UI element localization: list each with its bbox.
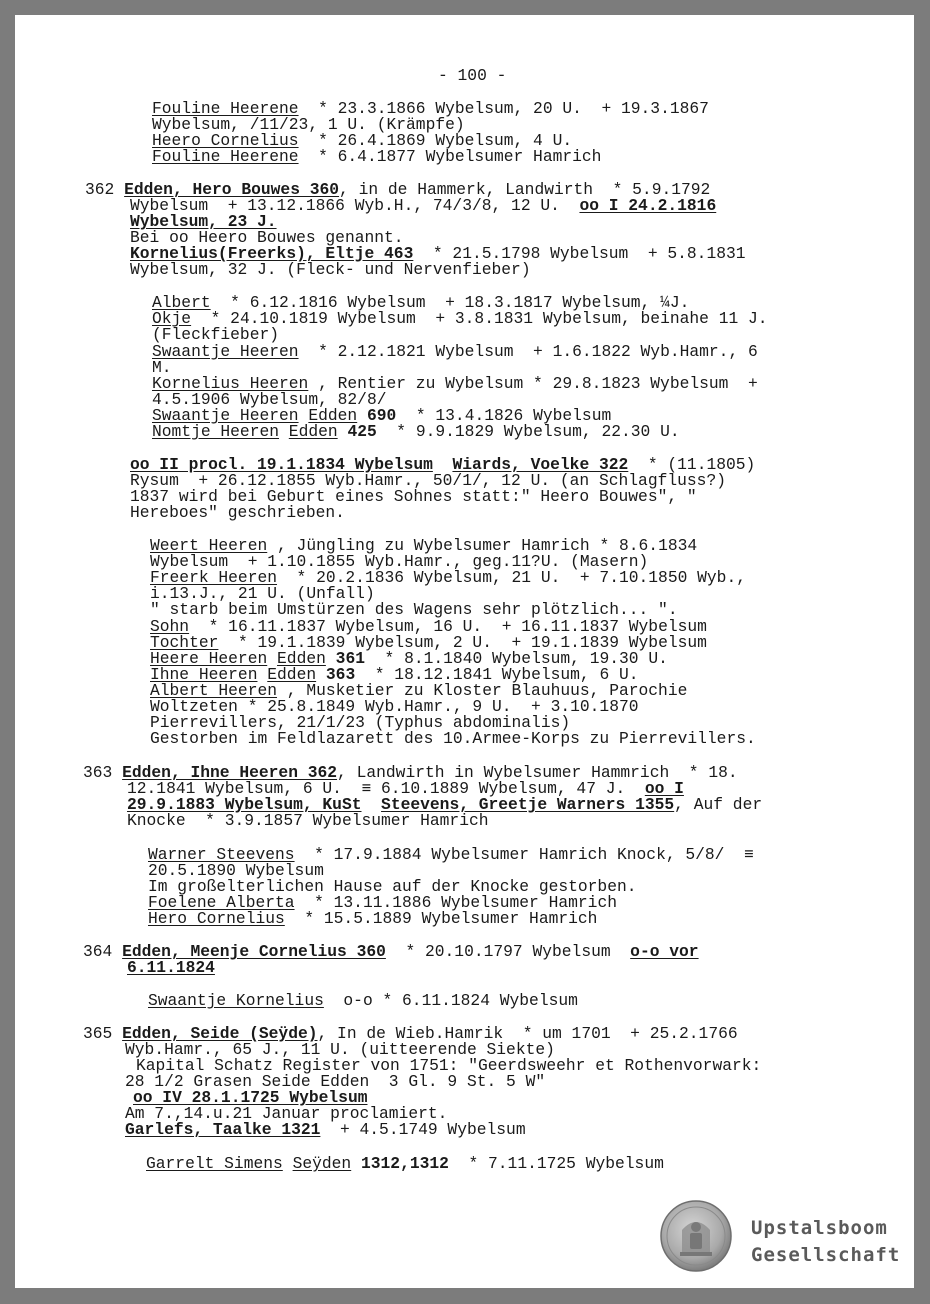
text-segment: Freerk Heeren [150,568,278,587]
text-segment: " starb beim Umstürzen des Wagens sehr plötzlich... ". [150,600,678,619]
text-segment: Edden [288,422,338,441]
text-segment: M. [152,358,172,377]
text-segment: Okje [152,309,192,328]
text-segment: Edden, Seide (Seÿde) [122,1024,318,1043]
text-segment [279,422,289,441]
text-segment: , Landwirth in Wybelsumer Hammrich * 18. [337,763,738,782]
text-line [125,1122,526,1138]
text-segment: Edden, Ihne Heeren 362 [122,763,338,782]
text-segment: 1312,1312 [360,1154,449,1173]
text-segment: * 26.4.1869 Wybelsum, 4 U. [298,131,573,150]
text-segment [283,1154,293,1173]
text-segment: * 24.10.1819 Wybelsum + 3.8.1831 Wybelsum, beinahe 11 J. [191,309,768,328]
text-segment: 425 [347,422,377,441]
text-segment: 690 [366,406,397,425]
text-segment: Foelene Alberta [148,893,295,912]
text-segment: Edden [267,665,317,684]
text-segment: * 17.9.1884 Wybelsumer Hamrich Knock, 5/8/ ≡ [294,845,754,864]
text-segment: Wybelsum, 32 J. (Fleck- und Nervenfieber) [130,260,531,279]
text-segment: Wyb.Hamr., 65 J., 11 U. (uitteerende Siekte) [125,1040,555,1059]
document-page [15,15,914,1288]
text-segment: , Rentier zu Wybelsum * 29.8.1823 Wybelsum + [308,374,758,393]
upstalsboom-seal-logo [660,1200,732,1272]
text-segment: Kapital Schatz Register von 1751: "Geerdsweehr et Rothenvorwark: [136,1056,762,1075]
text-segment: * 18.12.1841 Wybelsum, 6 U. [355,665,639,684]
text-segment: Im großelterlichen Hause auf der Knocke gestorben. [148,877,637,896]
text-segment: Weert Heeren [150,536,268,555]
text-segment: Hero Cornelius [148,909,285,928]
text-segment: Wybelsum + 1.10.1855 Wyb.Hamr., geg.11?U. (Masern) [150,552,649,571]
text-segment: Warner Steevens [148,845,295,864]
text-line [150,602,678,618]
text-segment: Kornelius Heeren [152,374,309,393]
text-segment: 363 [325,665,356,684]
text-segment: Knocke * 3.9.1857 Wybelsumer Hamrich [127,811,489,830]
text-segment: Albert Heeren [150,681,278,700]
text-segment: * 19.1.1839 Wybelsum, 2 U. + 19.1.1839 Wybelsum [218,633,707,652]
text-segment: * 13.4.1826 Wybelsum [396,406,612,425]
text-segment: * 7.11.1725 Wybelsum [448,1154,664,1173]
text-segment: Sohn [150,617,190,636]
text-segment: 1837 wird bei Geburt eines Sohnes statt:" Heero Bouwes", " [130,487,697,506]
text-segment: Garlefs, Taalke 1321 [125,1120,321,1139]
text-line [127,813,489,829]
text-segment: Rysum + 26.12.1855 Wyb.Hamr., 50/1/, 12 U. (an Schlagfluss?) [130,471,726,490]
text-segment: Heero Cornelius [152,131,299,150]
text-segment: oo IV 28.1.1725 Wybelsum [133,1088,368,1107]
text-segment: 6.11.1824 [127,958,215,977]
text-segment: 364 [83,942,123,961]
text-segment: Steevens, Greetje Warners 1355 [381,795,675,814]
text-segment: Edden, Meenje Cornelius 360 [122,942,386,961]
text-segment: Wybelsum + 13.12.1866 Wyb.H., 74/3/8, 12 U. [130,196,580,215]
text-segment: * 16.11.1837 Wybelsum, 16 U. + 16.11.1837 Wybelsum [189,617,707,636]
text-line [150,731,756,747]
text-segment: , in de Hammerk, Landwirth * 5.9.1792 [339,180,711,199]
text-segment: Woltzeten * 25.8.1849 Wyb.Hamr., 9 U. + 3.10.1870 [150,697,639,716]
text-segment: Hereboes" geschrieben. [130,503,345,522]
text-line [152,344,758,360]
text-segment: 28 1/2 Grasen Seide Edden 3 Gl. 9 St. 5 W" [125,1072,546,1091]
text-segment: Tochter [150,633,219,652]
text-segment [351,1154,361,1173]
text-segment: i.13.J., 21 U. (Unfall) [150,584,375,603]
text-segment: , In de Wieb.Hamrik * um 1701 + 25.2.1766 [317,1024,738,1043]
text-segment: Heere Heeren [150,649,268,668]
text-segment: * 2.12.1821 Wybelsum + 1.6.1822 Wyb.Hamr., 6 [298,342,758,361]
text-segment: Bei oo Heero Bouwes genannt. [130,228,404,247]
text-segment: Gestorben im Feldlazarett des 10.Armee-Korps zu Pierrevillers. [150,729,756,748]
text-segment: * 20.10.1797 Wybelsum [385,942,631,961]
text-line [130,505,345,521]
text-segment: Am 7.,14.u.21 Januar proclamiert. [125,1104,448,1123]
text-line [152,327,279,343]
text-segment: 363 [83,763,123,782]
page-number: - 100 - [438,66,507,85]
text-line [130,262,531,278]
text-segment: * (11.1805) [628,455,756,474]
text-segment: oo I [644,779,684,798]
text-segment: Garrelt Simens [146,1154,283,1173]
text-segment: Ihne Heeren [150,665,258,684]
text-segment: 12.1841 Wybelsum, 6 U. ≡ 6.10.1889 Wybelsum, 47 J. [127,779,645,798]
text-segment: + 4.5.1749 Wybelsum [320,1120,526,1139]
text-segment: Swaantje Heeren [152,342,299,361]
text-segment: Edden, Hero Bouwes 360 [124,180,340,199]
text-segment: oo II procl. 19.1.1834 Wybelsum [130,455,433,474]
text-segment: (Fleckfieber) [152,325,280,344]
text-segment: Pierrevillers, 21/1/23 (Typhus abdominalis) [150,713,571,732]
text-segment: * 8.1.1840 Wybelsum, 19.30 U. [364,649,668,668]
text-line [152,149,601,165]
text-segment: 361 [335,649,365,668]
text-segment: 4.5.1906 Wybelsum, 82/8/ [152,390,387,409]
text-segment: Swaantje Heeren [152,406,299,425]
text-segment: 29.9.1883 Wybelsum, KuSt [127,795,362,814]
text-segment: * 13.11.1886 Wybelsumer Hamrich [294,893,617,912]
text-segment: , Jüngling zu Wybelsumer Hamrich * 8.6.1834 [267,536,698,555]
text-segment: Edden [277,649,326,668]
text-segment: Kornelius(Freerks), Eltje 463 [130,244,414,263]
text-line [127,960,215,976]
text-segment: Edden [308,406,358,425]
text-segment: Fouline Heerene [152,147,299,166]
logo-text-line2: Gesellschaft [751,1244,901,1266]
text-line [148,911,597,927]
text-segment: * 9.9.1829 Wybelsum, 22.30 U. [376,422,680,441]
text-segment: Fouline Heerene [152,99,299,118]
text-segment: o-o * 6.11.1824 Wybelsum [323,991,578,1010]
text-segment: o-o vor [630,942,699,961]
text-segment [338,422,348,441]
text-segment: Swaantje Kornelius [148,991,324,1010]
text-segment: * 15.5.1889 Wybelsumer Hamrich [284,909,598,928]
text-segment: oo I 24.2.1816 [579,196,717,215]
text-segment: * 21.5.1798 Wybelsum + 5.8.1831 [413,244,746,263]
text-segment: * 23.3.1866 Wybelsum, 20 U. + 19.3.1867 [298,99,709,118]
text-segment: , Auf der [674,795,763,814]
text-segment: * 6.12.1816 Wybelsum + 18.3.1817 Wybelsum, ¼J. [210,293,690,312]
text-segment: 20.5.1890 Wybelsum [148,861,324,880]
text-segment: * 6.4.1877 Wybelsumer Hamrich [298,147,602,166]
text-segment: * 20.2.1836 Wybelsum, 21 U. + 7.10.1850 Wyb., [277,568,746,587]
text-line [148,993,578,1009]
text-line [146,1156,664,1172]
logo-text-line1: Upstalsboom [751,1217,888,1239]
text-segment: 365 [83,1024,123,1043]
text-segment: 362 [85,180,125,199]
text-segment: Wybelsum, /11/23, 1 U. (Krämpfe) [152,115,465,134]
text-line [152,424,680,440]
text-segment: Nomtje Heeren [152,422,280,441]
text-segment: Albert [152,293,211,312]
text-segment: Wybelsum, 23 J. [130,212,277,231]
text-segment: Wiards, Voelke 322 [452,455,629,474]
text-segment: , Musketier zu Kloster Blauhuus, Parochie [277,681,688,700]
text-segment: Seÿden [292,1154,352,1173]
